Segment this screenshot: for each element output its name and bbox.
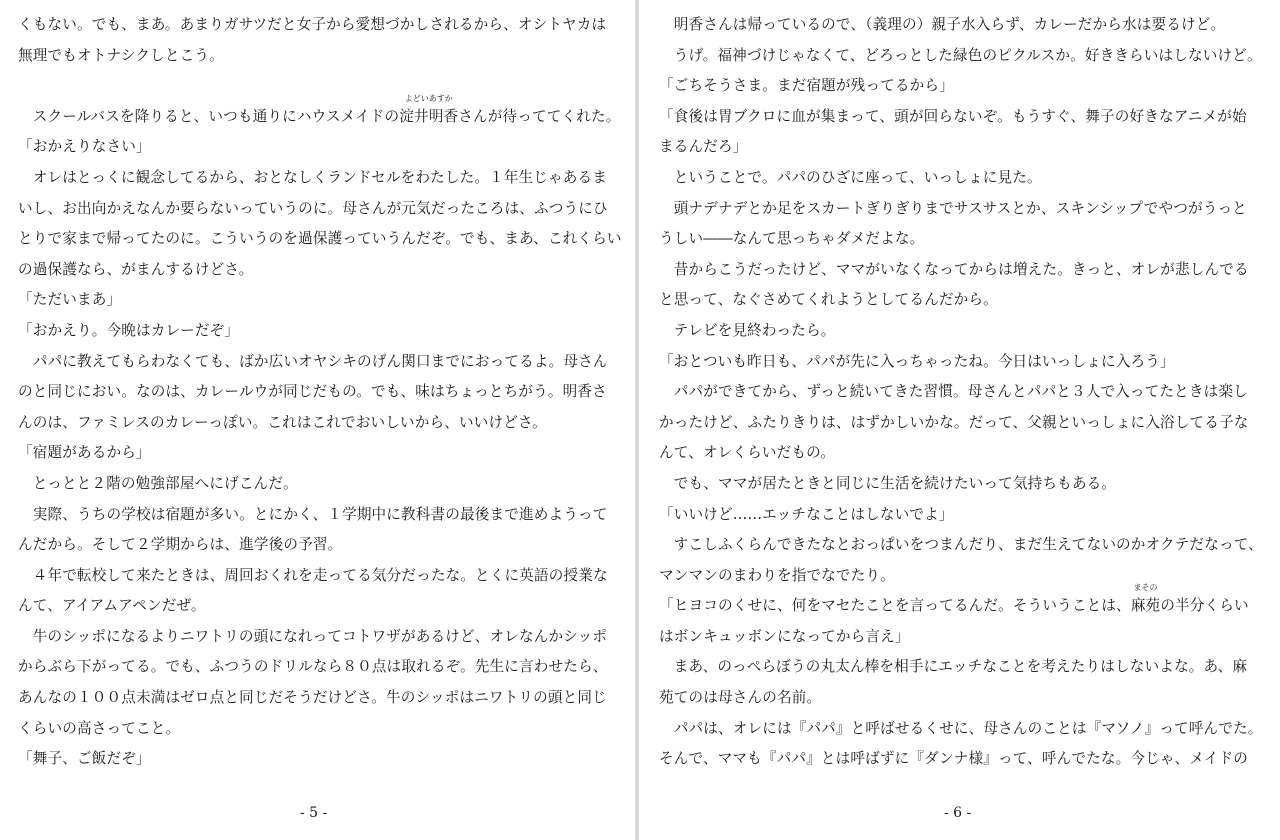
page-body-text [659, 10, 1263, 775]
text-line: でも、ママが居たときと同じに生活を続けたいって気持ちもある。 [659, 474, 1117, 492]
text-line: くらいの高さってこと。 [18, 719, 181, 737]
text-line: ということで。パパのひざに座って、いっしょに見た。 [659, 168, 1042, 186]
text-segment: スクールバスを降りると、いつも通りにハウスメイドの [18, 107, 400, 125]
text-line: 頭ナデナデとか足をスカートぎりぎりまでサスサスとか、スキンシップでやつがうっと [659, 199, 1247, 217]
text-line: 「おかえり。今晩はカレーだぞ」 [18, 321, 240, 339]
text-line: パパができてから、ずっと続いてきた習慣。母さんとパパと３人で入ってたときは楽し [659, 383, 1248, 401]
text-line: ４年で転校して来たときは、周回おくれを走ってる気分だったな。とくに英語の授業な [18, 566, 608, 584]
text-line: 昔からこうだったけど、ママがいなくなってからは増えた。きっと、オレが悲しんでる [659, 260, 1249, 278]
text-line: んのは、ファミレスのカレーっぽい。これはこれでおいしいから、いいけどさ。 [18, 413, 547, 431]
text-line: 牛のシッポになるよりニワトリの頭になれってコトワザがあるけど、オレなんかシッポ [18, 627, 608, 645]
text-line: かったけど、ふたりきりは、はずかしいかな。だって、父親といっしょに入浴してる子な [659, 413, 1249, 431]
page-number: - 5 - [300, 805, 328, 821]
text-line: 実際、うちの学校は宿題が多い。とにかく、１学期中に教科書の最後まで進めようって [18, 505, 608, 523]
text-line: 「舞子、ご飯だぞ」 [18, 750, 151, 768]
text-line: んて、アイアムアペンだぜ。 [18, 597, 206, 615]
page-number: - 6 - [944, 805, 972, 821]
text-line: 明香さんは帰っているので、（義理の）親子水入らず、カレーだから水は要るけど。 [659, 16, 1226, 33]
text-line: 「ただいまあ」 [18, 291, 122, 309]
text-line: とりで家まで帰ってたのに。こういうのを過保護っていうんだぞ。でも、まあ、これくらい [18, 230, 622, 248]
text-line: 「おとついも昨日も、パパが先に入っちゃったね。今日はいっしょに入ろう」 [659, 352, 1175, 370]
text-line: と思って、なぐさめてくれようとしてるんだから。 [659, 291, 998, 309]
text-line: 苑てのは母さんの名前。 [659, 689, 822, 707]
page-body-text [18, 10, 622, 775]
ruby-annotated-word [399, 93, 459, 133]
text-line: 無理でもオトナシクしとこう。 [18, 46, 224, 64]
document-page-6 [639, 0, 1280, 840]
text-line: すこしふくらんできたなとおっぱいをつまんだり、まだ生えてないのかオクテだなって、 [659, 536, 1263, 554]
text-line: 「食後は胃ブクロに血が集まって、頭が回らないぞ。もうすぐ、舞子の好きなアニメが始 [659, 107, 1247, 125]
text-line: 「ごちそうさま。まだ宿題が残ってるから」 [659, 77, 954, 95]
text-line: パパに教えてもらわなくても、ばか広いオヤシキのげん関口までにおってるよ。母さん [18, 352, 608, 370]
ruby-base: 淀井明香 [399, 107, 459, 125]
document-page-5 [0, 0, 635, 840]
text-line: テレビを見終わったら。 [659, 321, 836, 339]
ruby-base: 麻苑 [1130, 597, 1161, 615]
text-line: はボンキュッボンになってから言え」 [659, 627, 910, 645]
text-line: 「宿題があるから」 [18, 444, 151, 462]
text-segment: の半分くらい [1160, 597, 1249, 615]
text-line: うしい――なんて思っちゃダメだよな。 [659, 230, 925, 248]
text-line: 「おかえりなさい」 [18, 138, 151, 156]
text-line: んて、オレくらいだもの。 [659, 444, 836, 462]
text-line: からぶら下がってる。でも、ふつうのドリルなら８０点は取れるぞ。先生に言わせたら、 [18, 658, 608, 676]
text-line: マンマンのまわりを指でなでたり。 [659, 566, 895, 584]
text-segment: 「ヒヨコのくせに、何をマセたことを言ってるんだ。そういうことは、 [659, 597, 1131, 615]
text-line [18, 71, 618, 102]
text-segment: さんが待っててくれた。 [458, 107, 621, 125]
ruby-reading: まその [1133, 583, 1158, 593]
ruby-reading: よどいあすか [404, 93, 453, 103]
text-line: 「いいけど……エッチなことはしないでよ」 [659, 505, 954, 523]
text-line: まるんだろ」 [659, 138, 748, 156]
text-line: くもない。でも、まあ。あまりガサツだと女子から愛想づかしされるから、オシトヤカは [18, 16, 607, 33]
text-line: あんなの１００点未満はゼロ点と同じだそうだけどさ。牛のシッポはニワトリの頭と同じ [18, 689, 607, 707]
ruby-annotated-word [1130, 583, 1161, 622]
text-line: まあ、のっぺらぼうの丸太ん棒を相手にエッチなことを考えたりはしないよな。あ、麻 [659, 658, 1248, 676]
text-line: いし、お出向かえなんか要らないっていうのに。母さんが元気だったころは、ふつうにひ [18, 199, 608, 217]
text-line: そんで、ママも『パパ』とは呼ばずに『ダンナ様』って、呼んでたな。今じゃ、メイドの [659, 750, 1249, 768]
text-line [18, 93, 621, 133]
text-line: うげ。福神づけじゃなくて、どろっとした緑色のピクルスか。好ききらいはしないけど。 [659, 46, 1262, 64]
text-line: のと同じにおい。なのは、カレールウが同じだもの。でも、味はちょっとちがう。明香さ [18, 383, 607, 401]
text-line: んだから。そして２学期からは、進学後の予習。 [18, 536, 343, 554]
text-line: パパは、オレには『パパ』と呼ばせるくせに、母さんのことは『マソノ』って呼んでた。 [659, 719, 1263, 737]
text-line: オレはとっくに観念してるから、おとなしくランドセルをわたした。１年生じゃあるま [18, 168, 608, 186]
text-line: の過保護なら、がまんするけどさ。 [18, 260, 254, 278]
text-line [659, 583, 1259, 622]
text-line: とっとと２階の勉強部屋へにげこんだ。 [18, 474, 298, 492]
